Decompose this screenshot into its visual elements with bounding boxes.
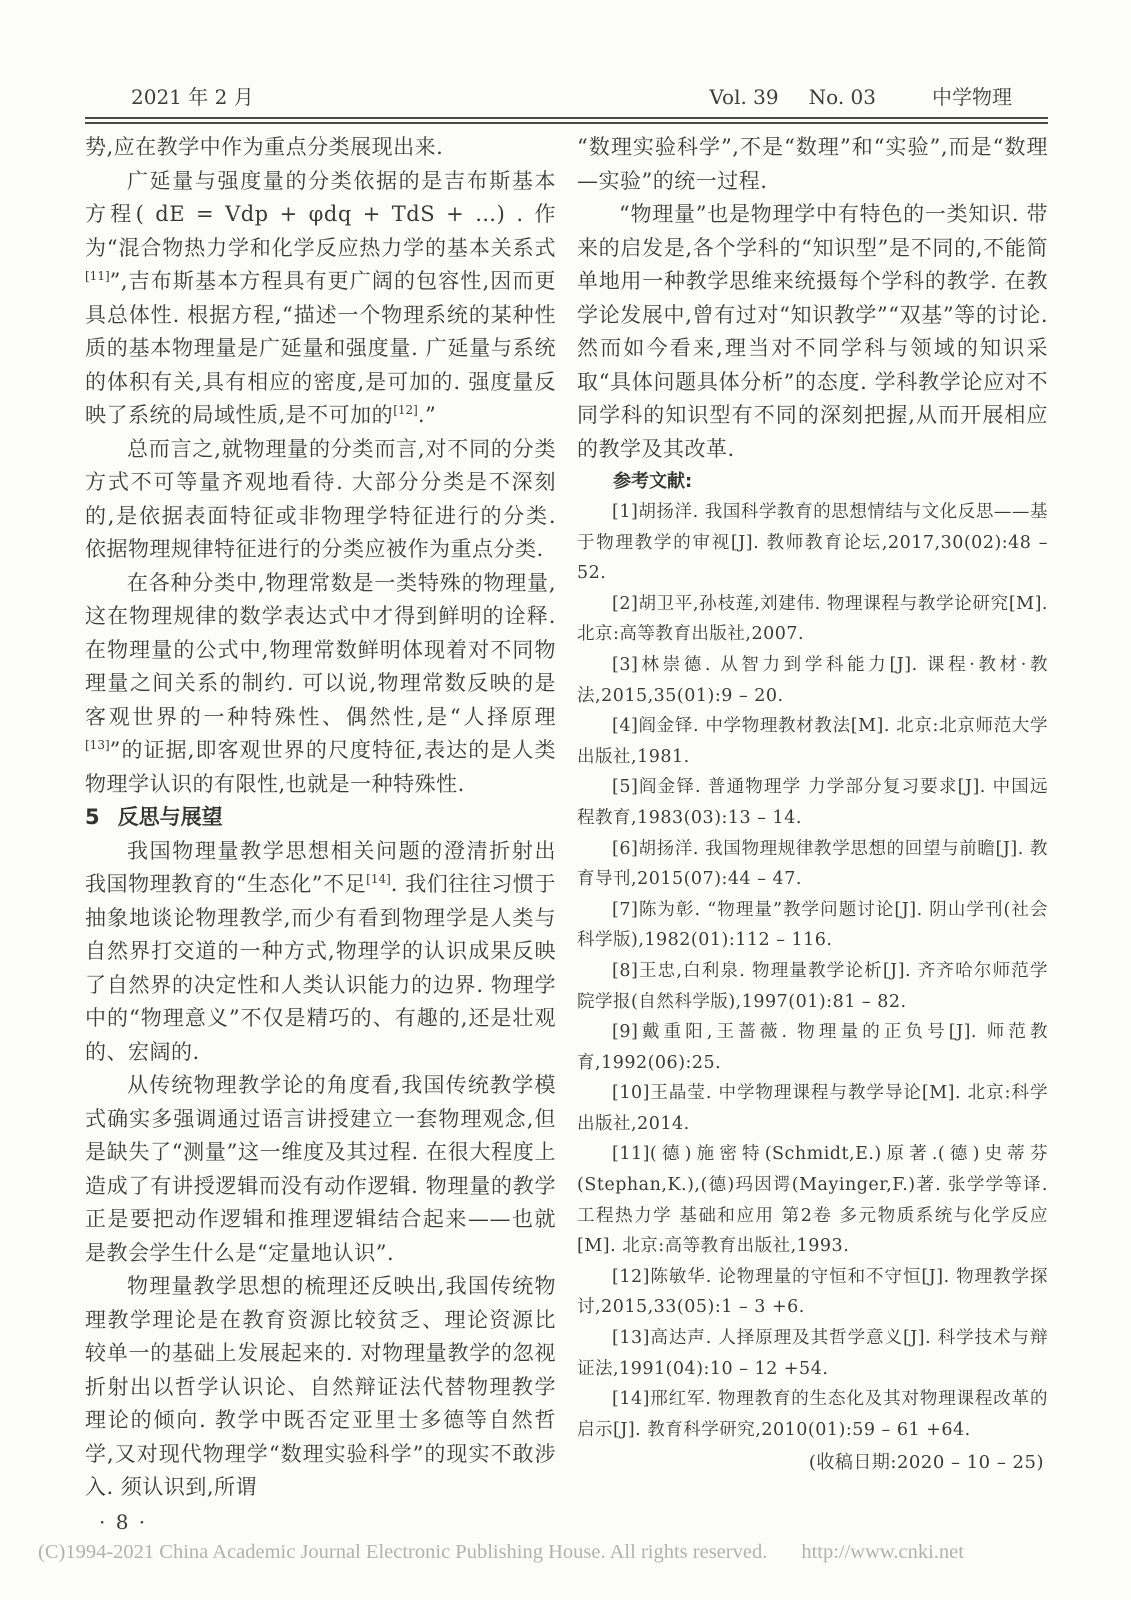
page-number: · 8 ·: [99, 1509, 148, 1534]
paragraph: “物理量”也是物理学中有特色的一类知识. 带来的启发是,各个学科的“知识型”是不同的,不能简单地用一种教学思维来统摄每个学科的教学. 在教学论发展中,曾有过对“知识教学”“双基”等的讨论. 然而如今看来,理当对不同学科与领域的知识采取“具体问题具体分析”的态度. 学科教学论应对不同学科的知识型有不同的深刻把握,从而开展相应的教学及其改革.: [577, 202, 1048, 461]
section-title: 反思与展望: [117, 805, 223, 829]
page-header: [85, 84, 1048, 110]
header-date: 2021 年 2 月: [131, 85, 254, 109]
reference-item: [11](德)施密特(Schmidt,E.)原著.(德)史蒂芬(Stephan,K.),(德)玛因谔(Mayinger,F.)著. 张学学等译. 工程热力学 基础和应用 第2卷 多元物质系统与化学反应[M]. 北京:高等教育出版社,1993.: [577, 1144, 1048, 1257]
reference-item: [14]邢红军. 物理教育的生态化及其对物理课程改革的启示[J]. 教育科学研究,2010(01):59 – 61 +64.: [577, 1389, 1048, 1440]
reference-item: [8]王忠,白利泉. 物理量教学论析[J]. 齐齐哈尔师范学院学报(自然科学版),1997(01):81 – 82.: [577, 960, 1048, 1012]
paragraph: 从传统物理教学论的角度看,我国传统教学模式确实多强调通过语言讲授建立一套物理观念,但是缺失了“测量”这一维度及其过程. 在很大程度上造成了有讲授逻辑而没有动作逻辑. 物理量的教学正是要把动作逻辑和推理逻辑结合起来——也就是教会学生什么是“定量地认识”.: [85, 1073, 556, 1265]
section-number: 5: [85, 805, 100, 829]
reference-item: [10]王晶莹. 中学物理课程与教学导论[M]. 北京:科学出版社,2014.: [577, 1083, 1048, 1134]
header-issue: No. 03: [808, 85, 876, 109]
right-column: [577, 131, 1048, 1539]
reference-item: [13]高达声. 人择原理及其哲学意义[J]. 科学技术与辩证法,1991(04):10 – 12 +54.: [577, 1328, 1048, 1379]
paragraph: 在各种分类中,物理常数是一类特殊的物理量,这在物理规律的数学表达式中才得到鲜明的诠释. 在物理量的公式中,物理常数鲜明体现着对不同物理量之间关系的制约. 可以说,物理常数反映的是客观世界的一种特殊性、偶然性,是“人择原理[13]”的证据,即客观世界的尺度特征,表达的是人类物理学认识的有限性,也就是一种特殊性.: [85, 570, 556, 796]
reference-item: [6]胡扬洋. 我国物理规律教学思想的回望与前瞻[J]. 教育导刊,2015(07):44 – 47.: [577, 838, 1048, 890]
paragraph: 总而言之,就物理量的分类而言,对不同的分类方式不可等量齐观地看待. 大部分分类是不深刻的,是依据表面特征或非物理学特征进行的分类. 依据物理规律特征进行的分类应被作为重点分类.: [85, 436, 556, 561]
page-content: [85, 84, 1048, 1539]
references-heading: 参考文献:: [613, 471, 693, 492]
footer-url: http://www.cnki.net: [801, 1541, 964, 1563]
reference-item: [12]陈敏华. 论物理量的守恒和不守恒[J]. 物理教学探讨,2015,33(05):1 – 3 +6.: [577, 1266, 1048, 1318]
header-journal-info: [709, 84, 1012, 110]
reference-item: [5]阎金铎. 普通物理学 力学部分复习要求[J]. 中国远程教育,1983(03):13 – 14.: [577, 777, 1048, 828]
paragraph: 广延量与强度量的分类依据的是吉布斯基本方程( dE = Vdp + φdq + TdS + …) . 作为“混合物热力学和化学反应热力学的基本关系式[11]”,吉布斯基本方程具有更广阔的包容性,因而更具总体性. 根据方程,“描述一个物理系统的某种性质的基本物理量是广延量和强度量. 广延量与系统的体积有关,具有相应的密度,是可加的. 强度量反映了系统的局域性质,是不可加的[12].”: [85, 168, 556, 427]
footer: [38, 1541, 1098, 1564]
header-journal-name: 中学物理: [932, 85, 1012, 109]
reference-item: [7]陈为彰. “物理量”教学问题讨论[J]. 阴山学刊(社会科学版),1982(01):112 – 116.: [577, 899, 1048, 951]
header-divider: [85, 117, 1048, 124]
reference-item: [4]阎金铎. 中学物理教材教法[M]. 北京:北京师范大学出版社,1981.: [577, 716, 1048, 767]
paragraph: “数理实验科学”,不是“数理”和“实验”,而是“数理—实验”的统一过程.: [577, 135, 1048, 193]
left-column: [85, 131, 556, 1539]
reference-item: [3]林崇德. 从智力到学科能力[J]. 课程·教材·教法,2015,35(01):9 – 20.: [577, 654, 1048, 706]
copyright-text: (C)1994-2021 China Academic Journal Electronic Publishing House. All rights reserved.: [38, 1541, 768, 1563]
section-heading: [85, 801, 556, 835]
reference-item: [9]戴重阳,王蔷薇. 物理量的正负号[J]. 师范教育,1992(06):25.: [577, 1022, 1048, 1073]
received-date: (收稿日期:2020 – 10 – 25): [808, 1452, 1044, 1474]
paragraph: 势,应在教学中作为重点分类展现出来.: [85, 135, 444, 159]
reference-item: [1]胡扬洋. 我国科学教育的思想情结与文化反思——基于物理教学的审视[J]. 教师教育论坛,2017,30(02):48 – 52.: [577, 502, 1048, 584]
reference-item: [2]胡卫平,孙枝莲,刘建伟. 物理课程与教学论研究[M]. 北京:高等教育出版社,2007.: [577, 593, 1048, 645]
paragraph: 物理量教学思想的梳理还反映出,我国传统物理教学理论是在教育资源比较贫乏、理论资源比较单一的基础上发展起来的. 对物理量教学的忽视折射出以哲学认识论、自然辩证法代替物理教学理论的倾向. 教学中既否定亚里士多德等自然哲学,又对现代物理学“数理实验科学”的现实不敢涉入. 须认识到,所谓: [85, 1274, 556, 1499]
header-volume: Vol. 39: [709, 85, 779, 109]
two-column-body: [85, 131, 1048, 1539]
paragraph: 我国物理量教学思想相关问题的澄清折射出我国物理教育的“生态化”不足[14]. 我们往往习惯于抽象地谈论物理教学,而少有看到物理学是人类与自然界打交道的一种方式,物理学的认识成果反映了自然界的决定性和人类认识能力的边界. 物理学中的“物理意义”不仅是精巧的、有趣的,还是壮观的、宏阔的.: [85, 838, 556, 1064]
